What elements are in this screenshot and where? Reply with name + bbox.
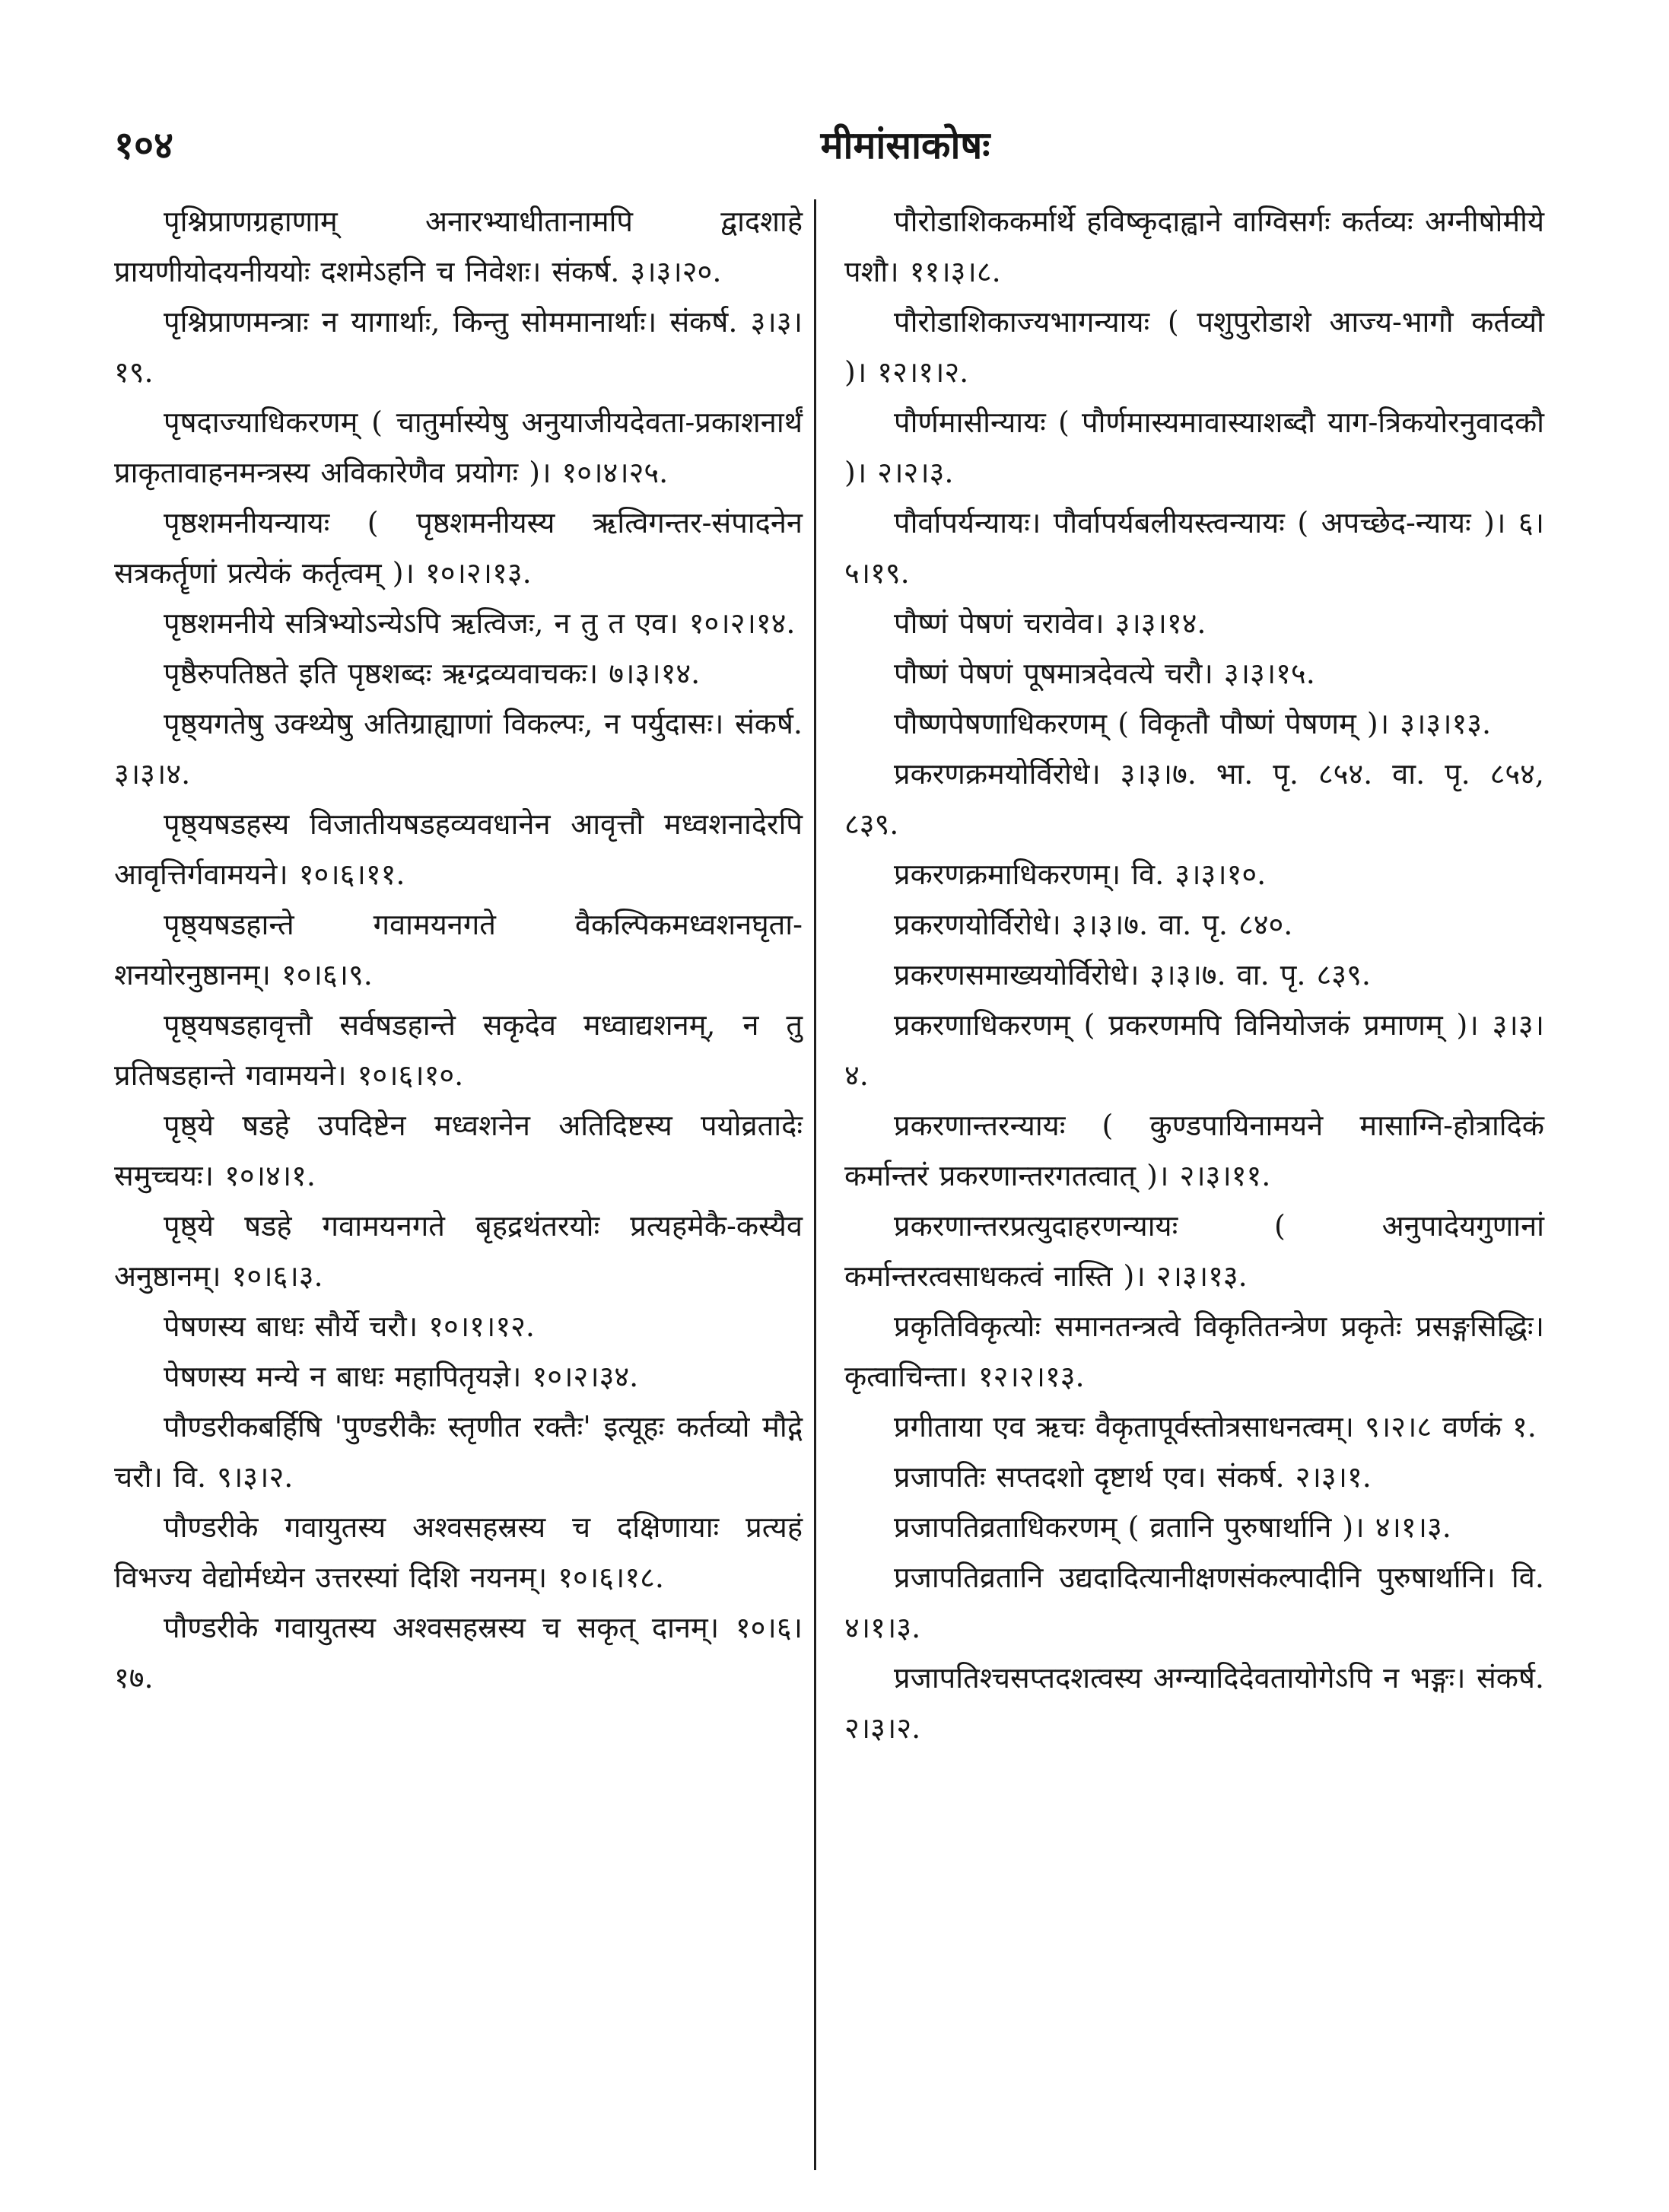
entry: प्रजापतिव्रतानि उद्यदादित्यानीक्षणसंकल्पादीनि पुरुषार्थानि। वि. ४।१।३. [844, 1561, 1544, 1644]
entry: पौण्डरीकबर्हिषि 'पुण्डरीकैः स्तृणीत रक्तैः' इत्यूहः कर्तव्यो मौद्गे चरौ। वि. ९।३।२. [114, 1410, 803, 1494]
entry: पृषदाज्याधिकरणम् ( चातुर्मास्येषु अनुयाजीयदेवता-प्रकाशनार्थं प्राकृतावाहनमन्त्रस्य अविकारेणैव प्रयोगः )। १०।४।२५. [114, 406, 803, 489]
entry: पृष्ठ्यषडहावृत्तौ सर्वषडहान्ते सकृदेव मध्वाद्यशनम्, न तु प्रतिषडहान्ते गवामयने। १०।६।१०. [114, 1008, 803, 1092]
entry: पौष्णं पेषणं पूषमात्रदेवत्ये चरौ। ३।३।१५. [894, 657, 1315, 690]
entry: पृष्ठ्यगतेषु उक्थ्येषु अतिग्राह्याणां विकल्पः, न पर्युदासः। संकर्ष. ३।३।४. [114, 707, 803, 791]
entry: प्रकरणक्रमाधिकरणम्। वि. ३।३।१०. [894, 858, 1267, 891]
entry: पृश्निप्राणग्रहाणाम् अनारभ्याधीतानामपि द्वादशाहे प्रायणीयोदयनीययोः दशमेऽहनि च निवेशः। संकर्ष. ३।३।२०. [114, 205, 803, 288]
entry: प्रजापतिव्रताधिकरणम् ( व्रतानि पुरुषार्थानि )। ४।१।३. [894, 1510, 1451, 1544]
entry: प्रकरणान्तरन्यायः ( कुण्डपायिनामयने मासाग्नि-होत्रादिकं कर्मान्तरं प्रकरणान्तरगतत्वात् )। २।३।११. [844, 1109, 1544, 1192]
entry: प्रजापतिः सप्तदशो दृष्टार्थ एव। संकर्ष. २।३।१. [894, 1460, 1372, 1494]
entry: पृष्ठ्यषडहान्ते गवामयनगते वैकल्पिकमध्वशनघृता-शनयोरनुष्ठानम्। १०।६।९. [114, 908, 803, 991]
left-column [114, 196, 803, 1703]
entry: पृष्ठ्ये षडहे उपदिष्टेन मध्वशनेन अतिदिष्टस्य पयोव्रतादेः समुच्चयः। १०।४।१. [114, 1109, 803, 1192]
entry: पौरोडाशिककर्मार्थे हविष्कृदाह्वाने वाग्विसर्गः कर्तव्यः अग्नीषोमीये पशौ। ११।३।८. [844, 205, 1544, 288]
entry: प्रकरणसमाख्ययोर्विरोधे। ३।३।७. वा. पृ. ८३९. [894, 958, 1371, 991]
entry: प्रगीताया एव ऋचः वैकृतापूर्वस्तोत्रसाधनत्वम्। ९।२।८ वर्णकं १. [894, 1410, 1537, 1443]
entry: पृष्ठ्ये षडहे गवामयनगते बृहद्रथंतरयोः प्रत्यहमेकै-कस्यैव अनुष्ठानम्। १०।६।३. [114, 1209, 803, 1293]
entry: प्रकरणयोर्विरोधे। ३।३।७. वा. पृ. ८४०. [894, 908, 1293, 941]
entry: पौष्णपेषणाधिकरणम् ( विकृतौ पौष्णं पेषणम् )। ३।३।१३. [894, 707, 1492, 740]
entry: पौण्डरीके गवायुतस्य अश्वसहस्रस्य च सकृत् दानम्। १०।६।१७. [114, 1611, 803, 1695]
entry: पृष्ठ्यषडहस्य विजातीयषडहव्यवधानेन आवृत्तौ मध्वशनादेरपि आवृत्तिर्गवामयने। १०।६।११. [114, 807, 803, 891]
entry: पृष्ठशमनीयन्यायः ( पृष्ठशमनीयस्य ऋत्विगन्तर-संपादनेन सत्रकर्तॄणां प्रत्येकं कर्तृत्वम् )। १०।२।१३. [114, 506, 803, 590]
entry: पौर्णमासीन्यायः ( पौर्णमास्यमावास्याशब्दौ याग-त्रिकयोरनुवादकौ )। २।२।३. [844, 406, 1544, 489]
entry: प्रकरणाधिकरणम् ( प्रकरणमपि विनियोजकं प्रमाणम् )। ३।३।४. [844, 1008, 1544, 1092]
right-column [844, 196, 1544, 1753]
entry: प्रकृतिविकृत्योः समानतन्त्रत्वे विकृतितन्त्रेण प्रकृतेः प्रसङ्गसिद्धिः। कृत्वाचिन्ता। १२।२।१३. [844, 1310, 1544, 1393]
entry: पौरोडाशिकाज्यभागन्यायः ( पशुपुरोडाशे आज्य-भागौ कर्तव्यौ )। १२।१।२. [844, 305, 1544, 389]
entry: प्रकरणक्रमयोर्विरोधे। ३।३।७. भा. पृ. ८५४. वा. पृ. ८५४, ८३९. [844, 757, 1544, 841]
entry: पौर्वापर्यन्यायः। पौर्वापर्यबलीयस्त्वन्यायः ( अपच्छेद-न्यायः )। ६।५।१९. [844, 506, 1544, 590]
column-divider [814, 199, 816, 2170]
entry: पृष्ठशमनीये सत्रिभ्योऽन्येऽपि ऋत्विजः, न तु त एव। १०।२।१४. [164, 606, 796, 640]
entry: पेषणस्य मन्ये न बाधः महापितृयज्ञे। १०।२।३४. [164, 1360, 639, 1393]
entry: पौष्णं पेषणं चरावेव। ३।३।१४. [894, 606, 1206, 640]
running-head-title: मीमांसाकोषः [820, 123, 990, 167]
entry: प्रजापतिश्चसप्तदशत्वस्य अग्न्यादिदेवतायोगेऽपि न भङ्गः। संकर्ष. २।३।२. [844, 1661, 1544, 1745]
entry: पृश्निप्राणमन्त्राः न यागार्थाः, किन्तु सोममानार्थाः। संकर्ष. ३।३।१९. [114, 305, 803, 389]
entry: पेषणस्य बाधः सौर्ये चरौ। १०।१।१२. [164, 1310, 535, 1343]
entry: पृष्ठैरुपतिष्ठते इति पृष्ठशब्दः ऋग्द्रव्यवाचकः। ७।३।१४. [164, 657, 701, 690]
entry: पौण्डरीके गवायुतस्य अश्वसहस्रस्य च दक्षिणायाः प्रत्यहं विभज्य वेद्योर्मध्येन उत्तरस्यां दिशि नयनम्। १०।६।१८. [114, 1510, 803, 1594]
entry: प्रकरणान्तरप्रत्युदाहरणन्यायः ( अनुपादेयगुणानां कर्मान्तरत्वसाधकत्वं नास्ति )। २।३।१३. [844, 1209, 1544, 1293]
page-number: १०४ [114, 123, 173, 167]
